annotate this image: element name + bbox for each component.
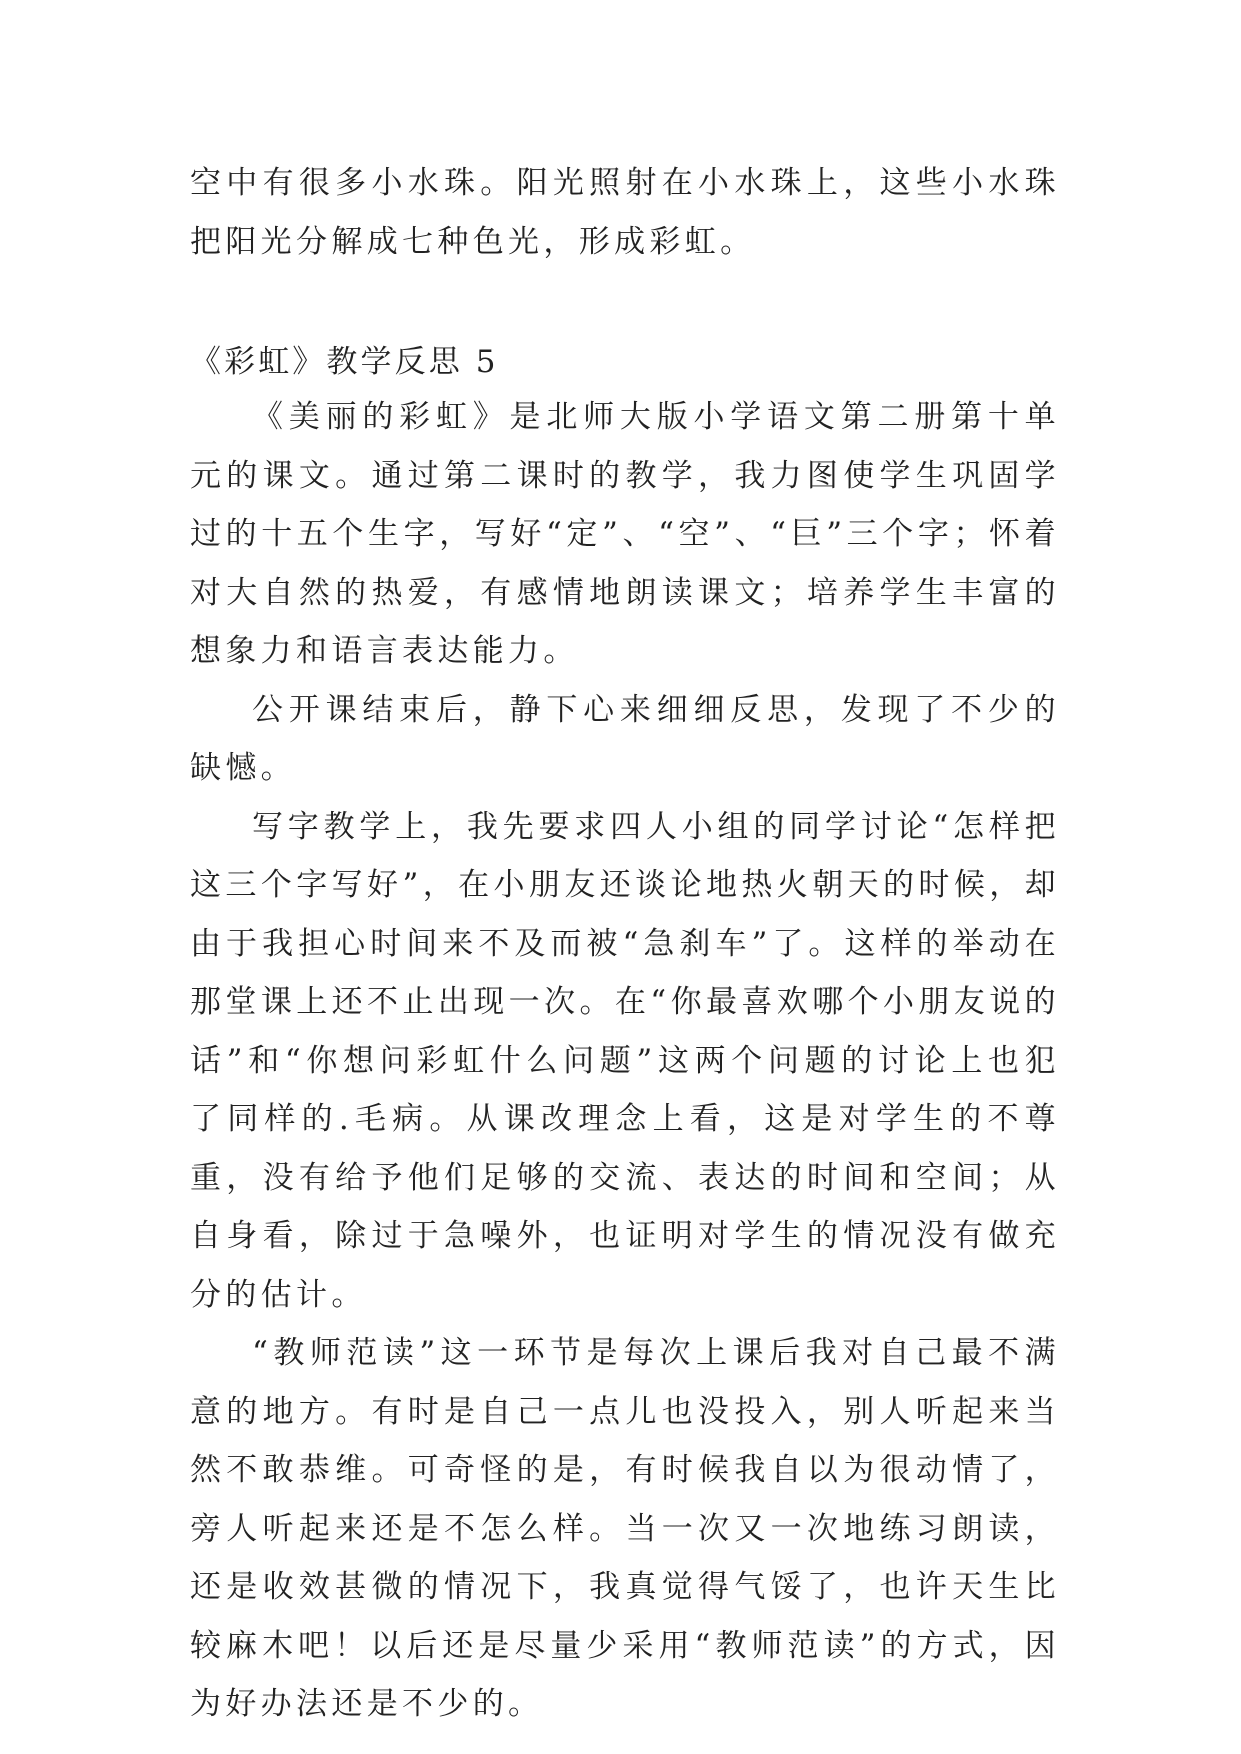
section-title: 《彩虹》教学反思 5 (190, 344, 499, 380)
body-paragraph-1: 《美丽的彩虹》是北师大版小学语文第二册第十单元的课文。通过第二课时的教学，我力图使学生巩固学过的十五个生字，写好“定”、“空”、“巨”三个字；怀着对大自然的热爱，有感情地朗读课文；培养学生丰富的想象力和语言表达能力。 (190, 399, 1060, 669)
intro-paragraph: 空中有很多小水珠。阳光照射在小水珠上，这些小水珠把阳光分解成七种色光，形成彩虹。 (190, 165, 1060, 260)
body-paragraph-4: “教师范读”这一环节是每次上课后我对自己最不满意的地方。有时是自己一点儿也没投入，别人听起来当然不敢恭维。可奇怪的是，有时候我自以为很动情了，旁人听起来还是不怎么样。当一次又一次地练习朗读，还是收效甚微的情况下，我真觉得气馁了，也许天生比较麻木吧！以后还是尽量少采用“教师范读”的方式，因为好办法还是不少的。 (190, 1335, 1060, 1722)
body-paragraph-2: 公开课结束后，静下心来细细反思，发现了不少的缺憾。 (190, 691, 1060, 786)
body-paragraph-3: 写字教学上，我先要求四人小组的同学讨论“怎样把这三个字写好”，在小朋友还谈论地热火朝天的时候，却由于我担心时间来不及而被“急刹车”了。这样的举动在那堂课上还不止出现一次。在“你最喜欢哪个小朋友说的话”和“你想问彩虹什么问题”这两个问题的讨论上也犯了同样的.毛病。从课改理念上看，这是对学生的不尊重，没有给予他们足够的交流、表达的时间和空间；从自身看，除过于急噪外，也证明对学生的情况没有做充分的估计。 (190, 808, 1060, 1313)
body-block (190, 388, 1060, 1734)
intro-block (190, 154, 1060, 271)
